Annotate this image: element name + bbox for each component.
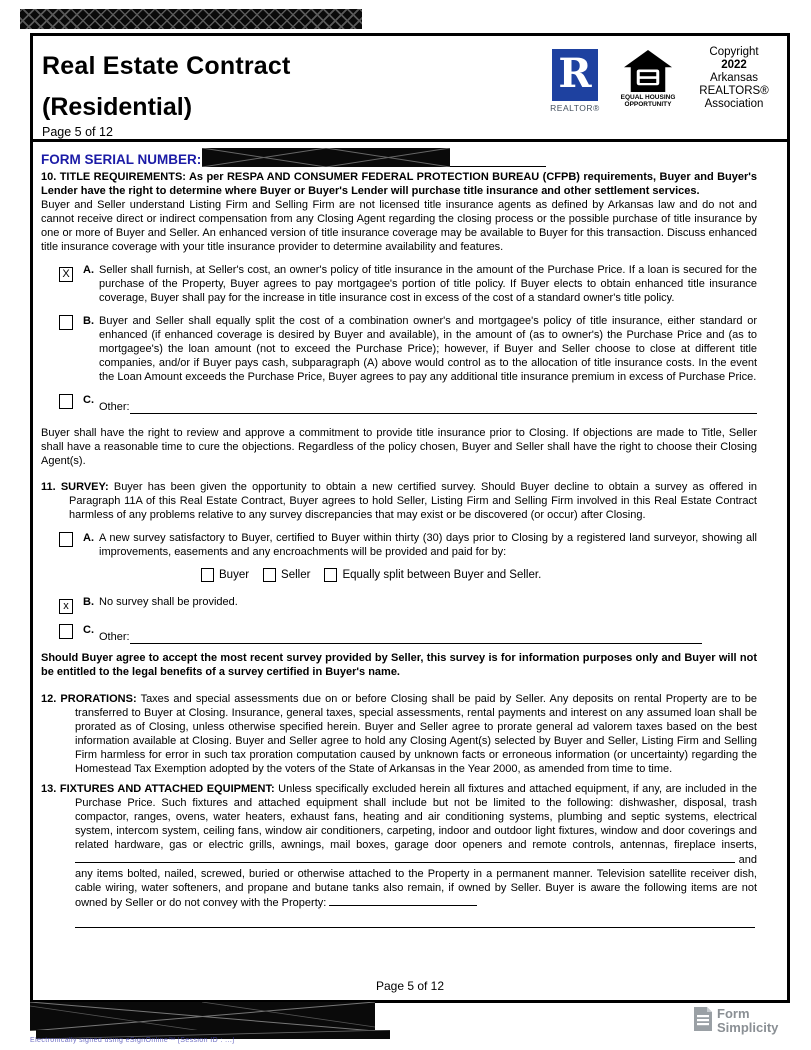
- survey-paid-by-options: [201, 568, 757, 582]
- redaction-serial-number: [202, 148, 450, 167]
- survey-option-a-row: [59, 531, 757, 559]
- survey-option-c-letter: C.: [83, 624, 94, 636]
- section-10-intro: Buyer and Seller understand Listing Firm and Selling Firm are not licensed title insurance agents as defined by Arkansas law and do not and cannot receive direct or indirect compensation from any Closing Agent regarding the closing process or the possible purchase of title insurance by one or more of Buyer and Seller. An enhanced version of title insurance coverage may be available to Buyer for this transaction. Discuss enhanced title insurance coverage with your title insurance provider to determine availability and features.: [41, 199, 757, 253]
- serial-number-blank[interactable]: [450, 150, 546, 167]
- title-option-a-row: [59, 263, 757, 305]
- survey-option-b-checkbox[interactable]: x: [59, 599, 73, 614]
- equal-housing-label: EQUAL HOUSING OPPORTUNITY: [620, 94, 676, 109]
- section-11-heading: [41, 480, 757, 522]
- realtor-logo: [547, 49, 603, 113]
- contract-sheet: [30, 33, 790, 1003]
- copyright-line: Copyright: [709, 46, 759, 58]
- survey-option-c-label: Other:: [99, 631, 130, 643]
- survey-option-b-text: No survey shall be provided.: [99, 596, 238, 608]
- section-13: [41, 782, 757, 910]
- section-13-number: 13. FIXTURES AND ATTACHED EQUIPMENT:: [41, 783, 275, 795]
- survey-option-c-row: [59, 623, 757, 644]
- section-12-number: 12. PRORATIONS:: [41, 693, 137, 705]
- fixtures-excluded-blank-2[interactable]: [75, 914, 755, 928]
- copyright-state: Arkansas: [710, 71, 758, 84]
- survey-option-c-checkbox[interactable]: [59, 624, 73, 639]
- page-indicator-bottom: Page 5 of 12: [375, 979, 445, 993]
- redaction-bar-top: [20, 9, 362, 29]
- title-option-b-checkbox[interactable]: [59, 315, 73, 330]
- form-serial-label: FORM SERIAL NUMBER:: [41, 152, 202, 167]
- title-option-b-row: [59, 314, 757, 384]
- title-option-c-checkbox[interactable]: [59, 394, 73, 409]
- form-simplicity-doc-icon: [693, 1007, 713, 1037]
- page-indicator-top: Page 5 of 12: [42, 125, 113, 139]
- section-10-heading-text: As per RESPA AND CONSUMER FEDERAL PROTECTION BUREAU (CFPB) requirements, Buyer and Buyer's Lender have the right to determine where Buyer or Buyer's Lender will purchase title insurance and other settlement services.: [41, 171, 757, 197]
- survey-paid-by-seller: [263, 568, 310, 582]
- realtor-logo-label: REALTOR®: [550, 103, 600, 113]
- title-other-blank[interactable]: [130, 401, 757, 414]
- survey-split-label: Equally split between Buyer and Seller.: [342, 569, 542, 581]
- copyright-block: [693, 46, 775, 110]
- title-option-a-checkbox[interactable]: X: [59, 267, 73, 282]
- redaction-signature-block: [30, 1002, 375, 1031]
- survey-option-b-letter: B.: [83, 596, 94, 608]
- header-logos: [547, 44, 775, 113]
- title-option-c-label: Other:: [99, 401, 130, 413]
- survey-note: Should Buyer agree to accept the most recent survey provided by Seller, this survey is for information purposes only and Buyer will not be entitled to the legal benefits of a survey certified in Buyer's name.: [41, 652, 757, 678]
- survey-option-c-other: [99, 623, 702, 644]
- title-option-a-text: Seller shall furnish, at Seller's cost, an owner's policy of title insurance in the amount of the Purchase Price. If a loan is secured for the purchase of the Property, Buyer agrees to pay mortgagee's portion of title policy. If Buyer elects to obtain enhanced title insurance coverage, Buyer shall pay for the increase in title insurance cost in excess of the cost of a standard owner's title policy.: [99, 264, 757, 304]
- form-serial-row: [41, 146, 757, 167]
- title-option-b-text: Buyer and Seller shall equally split the cost of a combination owner's and mortgagee's policy of title insurance, either standard or enhanced (if enhanced coverage is desired by Buyer and available), in the amount of (as to owner's) the Purchase Price and (as to mortgagee's) the loan amount (not to exceed the Purchase Price); however, if Buyer and Seller choose to close at different title companies, and/or if Buyer pays cash, subparagraph (A) above would control as to the allocation of title insurance costs. In the event the Loan Amount exceeds the Purchase Price, Buyer agrees to pay any additional title insurance premium in excess of Purchase Price.: [99, 315, 757, 383]
- document-title-line1: Real Estate Contract: [42, 52, 291, 80]
- section-10-number: 10. TITLE REQUIREMENTS:: [41, 171, 186, 183]
- contract-body: [33, 142, 787, 928]
- survey-option-a-checkbox[interactable]: [59, 532, 73, 547]
- survey-split-checkbox[interactable]: [324, 568, 337, 582]
- title-option-c-letter: C.: [83, 394, 94, 406]
- survey-seller-label: Seller: [281, 569, 311, 581]
- equal-housing-logo: [615, 50, 681, 109]
- section-13-text-part2: and any items bolted, nailed, screwed, buried or otherwise attached to the Property in a permanent manner. Television satellite receiver dish, cable wiring, water softeners, and propane and butane tanks also remain, if owned by Seller. Buyer is aware the following items are not owned by Seller or do not convey with the Property:: [75, 854, 757, 909]
- survey-option-b-row: [59, 595, 757, 614]
- survey-buyer-label: Buyer: [219, 569, 250, 581]
- form-simplicity-logo: [693, 1007, 778, 1037]
- section-11-number: 11. SURVEY:: [41, 481, 109, 493]
- section-13-text-part1: Unless specifically excluded herein all fixtures and attached equipment, if any, are included in the Purchase Price. Such fixtures and attached equipment shall include but not be limited to the following: dishwasher, disposal, trash compactor, ranges, ovens, water heaters, exhaust fans, heating and air conditioning systems, plumbing and septic systems, electrical system, intercom system, ceiling fans, window air conditioners, carpeting, indoor and outdoor light fixtures, window and door coverings and related hardware, gas or electric grills, awnings, mail boxes, garage door openers and remote controls, antennas, fireplace inserts,: [75, 783, 758, 851]
- survey-seller-checkbox[interactable]: [263, 568, 276, 582]
- section-11-heading-text: Buyer has been given the opportunity to obtain a new certified survey. Should Buyer decline to obtain a survey as offered in Paragraph 11A of this Real Estate Contract, Buyer agrees to hold Seller, Listing Firm and Selling Firm involved in this Real Estate Contract harmless of any problems relative to any survey discrepancies that may exist or be discovered (or occur) after Closing.: [69, 481, 758, 521]
- section-12-text: Taxes and special assessments due on or before Closing shall be paid by Seller. Any deposits on rental Property are to be transferred to Buyer at Closing. Insurance, general taxes, special assessments, rental payments and interest on any assumed loan shall be prorated as of Closing, unless otherwise specified herein. Buyer and Seller agree to prorate general ad valorem taxes based on the best information available at Closing. Buyer and Seller agree to hold any Closing Agent(s) selected by Buyer and Seller, Listing Firm and Selling Firm harmless for error in such tax proration computation caused by unknown facts or erroneous information (or uncertainty) regarding the Homestead Tax Exemption adopted by the voters of the State of Arkansas in the Year 2000, as amended from time to time.: [75, 693, 757, 775]
- fixtures-blank-1[interactable]: [75, 852, 530, 863]
- form-simplicity-wordmark: Form Simplicity: [717, 1006, 779, 1035]
- realtor-r-icon: R: [552, 49, 598, 101]
- survey-other-blank[interactable]: [130, 631, 702, 644]
- esign-footnote: Electronically signed using eSignOnline™ [Session ID : ...]: [30, 1037, 235, 1044]
- title-option-b-letter: B.: [83, 315, 94, 327]
- title-option-a-letter: A.: [83, 264, 94, 276]
- fixtures-excluded-blank-1[interactable]: [329, 895, 477, 906]
- survey-paid-by-split: [324, 568, 541, 582]
- equal-housing-house-icon: [615, 50, 681, 92]
- title-option-c-other: [99, 393, 757, 414]
- survey-buyer-checkbox[interactable]: [201, 568, 214, 582]
- copyright-year: 2022: [721, 58, 747, 71]
- page-header: [33, 36, 787, 142]
- section-12: [41, 692, 757, 776]
- survey-paid-by-buyer: [201, 568, 249, 582]
- document-title-line2: (Residential): [42, 93, 193, 121]
- copyright-org1: REALTORS®: [699, 84, 769, 97]
- survey-option-a-text: A new survey satisfactory to Buyer, certified to Buyer within thirty (30) days prior to Closing by a registered land surveyor, showing all improvements, easements and any encroachments will be provided and paid for by:: [99, 532, 757, 558]
- fixtures-blank-2[interactable]: [530, 852, 735, 863]
- section-10-closing: Buyer shall have the right to review and approve a commitment to provide title insurance prior to Closing. If objections are made to Title, Seller shall have a reasonable time to cure the objections. Regardless of the policy chosen, Buyer and Seller shall have the right to choose their Closing Agent(s).: [41, 427, 757, 467]
- section-10-heading: [41, 170, 757, 198]
- copyright-org2: Association: [704, 97, 764, 110]
- title-option-c-row: [59, 393, 757, 414]
- survey-option-a-letter: A.: [83, 532, 94, 544]
